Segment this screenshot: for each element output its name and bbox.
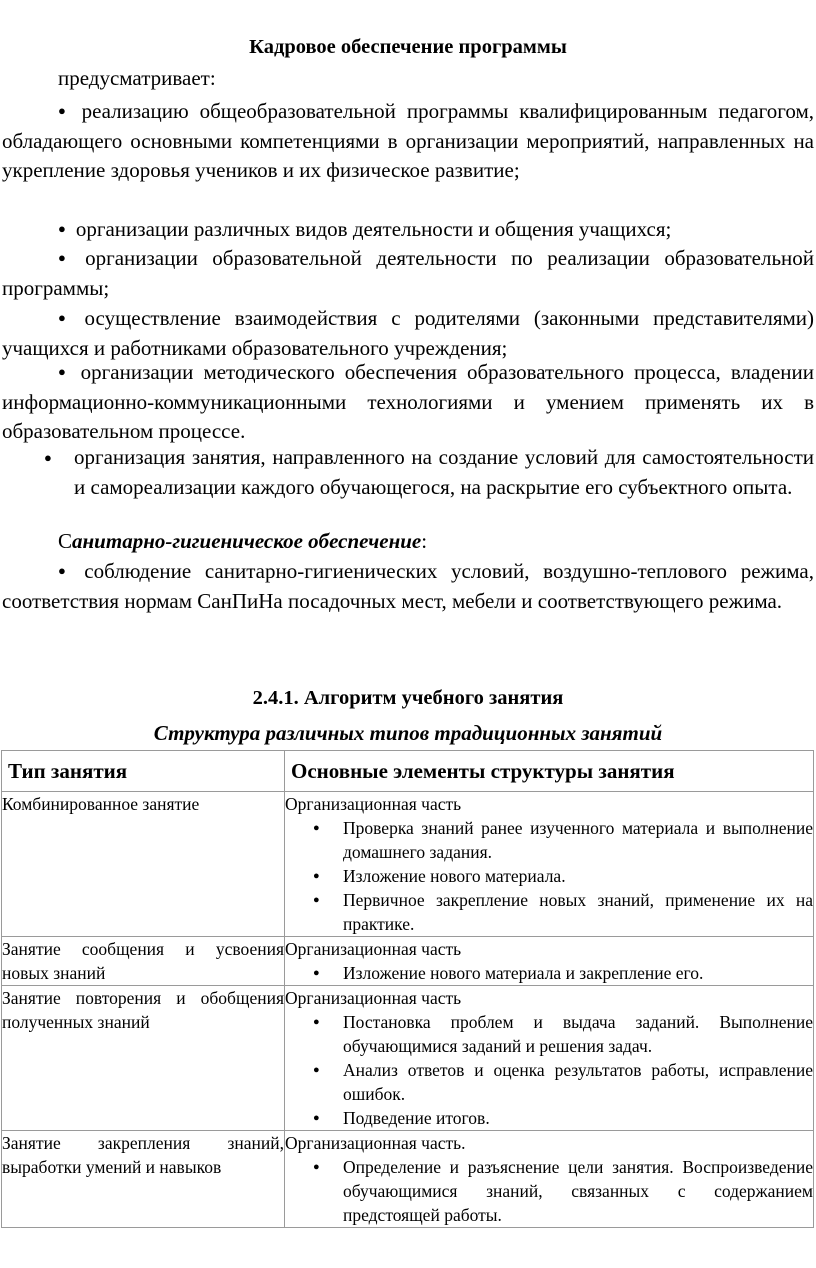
staff-bullet-3 (2, 243, 814, 303)
sanitary-bullet-text: соблюдение санитарно-гигиенических условий, воздушно-теплового режима, соответствия нормам СанПиНа посадочных мест, мебели и соответствующего режима. (2, 559, 814, 613)
bullet-dot-icon: ● (58, 221, 66, 236)
header-lesson-type: Тип занятия (2, 751, 285, 792)
structure-cell (285, 986, 814, 1131)
list-item: ● Определение и разъяснение цели занятия. Воспроизведение обучающимися знаний, связанных с содержанием предстоящей работы. (313, 1157, 813, 1225)
list-item: ● Постановка проблем и выдача заданий. Выполнение обучающимися заданий и решения задач. (313, 1012, 813, 1056)
bullet-dot-icon: ● (313, 1112, 320, 1124)
table-row (2, 1131, 814, 1228)
org-part-label: Организационная часть (285, 988, 462, 1008)
list-item: ● Проверка знаний ранее изученного материала и выполнение домашнего задания. (313, 818, 813, 862)
list-item: ● Первичное закрепление новых знаний, применение их на практике. (313, 890, 813, 934)
staff-bullet-5 (2, 357, 814, 447)
sanitary-heading-colon: : (421, 529, 428, 553)
org-part-label: Организационная часть (285, 794, 462, 814)
staff-bullet-1 (2, 96, 814, 186)
bullet-dot-icon: ● (313, 1016, 320, 1028)
bullet-dot-icon: ● (44, 450, 52, 465)
list-item: ● Изложение нового материала и закрепление его. (313, 963, 704, 983)
staff-bullet-2 (2, 214, 814, 245)
structure-cell (285, 1131, 814, 1228)
bullet-dot-icon: ● (58, 563, 75, 578)
bullet-dot-icon: ● (313, 967, 320, 979)
list-item: ● Изложение нового материала. (313, 866, 566, 886)
staff-bullet-text: организации образовательной деятельности по реализации образовательной программы; (2, 246, 814, 300)
lesson-structure-table (1, 750, 814, 1228)
lesson-type-cell: Занятие сообщения и усвоения новых знаний (2, 937, 285, 986)
org-part-label: Организационная часть. (285, 1133, 466, 1153)
page-title: Кадровое обеспечение программы (249, 36, 567, 58)
staff-bullet-text: организации различных видов деятельности и общения учащихся; (75, 217, 672, 241)
bullet-dot-icon: ● (58, 310, 75, 325)
list-item: ● Подведение итогов. (313, 1108, 490, 1128)
bullet-dot-icon: ● (58, 250, 76, 265)
staff-bullet-4 (2, 303, 814, 363)
bullet-dot-icon: ● (313, 1161, 320, 1173)
sanitary-heading (58, 527, 798, 557)
header-structure-elements: Основные элементы структуры занятия (285, 751, 814, 792)
structure-cell (285, 792, 814, 937)
bullet-dot-icon: ● (313, 870, 320, 882)
staff-bullet-6 (44, 443, 814, 502)
sanitary-heading-prefix: С (58, 529, 73, 553)
org-part-label: Организационная часть (285, 939, 462, 959)
sanitary-heading-text: анитарно-гигиеническое обеспечение (72, 529, 422, 553)
bullet-dot-icon: ● (313, 894, 320, 906)
table-title: Структура различных типов традиционных занятий (153, 721, 663, 745)
lesson-type-cell: Занятие повторения и обобщения полученных знаний (2, 986, 285, 1131)
sanitary-bullet (2, 556, 814, 616)
list-item: ● Анализ ответов и оценка результатов работы, исправление ошибок. (313, 1060, 813, 1104)
table-header-row (2, 751, 814, 792)
staff-bullet-text: реализацию общеобразовательной программы квалифицированным педагогом, обладающего основными компетенциями в организации мероприятий, направленных на укрепление здоровья учеников и их физическое развитие; (2, 99, 814, 182)
staff-bullet-text: организации методического обеспечения образовательного процесса, владении информационно-коммуникационными технологиями и умением применять их в образовательном процессе. (2, 360, 814, 443)
staff-bullet-text: осуществление взаимодействия с родителями (законными представителями) учащихся и работниками образовательного учреждения; (2, 306, 814, 360)
bullet-dot-icon: ● (313, 1064, 320, 1076)
staff-bullet-text: организация занятия, направленного на создание условий для самостоятельности и самореализации каждого обучающегося, на раскрытие его субъектного опыта. (74, 445, 814, 499)
lesson-type-cell: Занятие закрепления знаний, выработки умений и навыков (2, 1131, 285, 1228)
lesson-type-cell: Комбинированное занятие (2, 792, 285, 937)
table-row (2, 792, 814, 937)
section-title: 2.4.1. Алгоритм учебного занятия (252, 687, 564, 709)
structure-cell (285, 937, 814, 986)
table-row (2, 937, 814, 986)
bullet-dot-icon: ● (58, 364, 71, 379)
table-row (2, 986, 814, 1131)
bullet-dot-icon: ● (313, 822, 320, 834)
intro-text: предусматривает: (58, 66, 216, 90)
bullet-dot-icon: ● (58, 103, 72, 118)
